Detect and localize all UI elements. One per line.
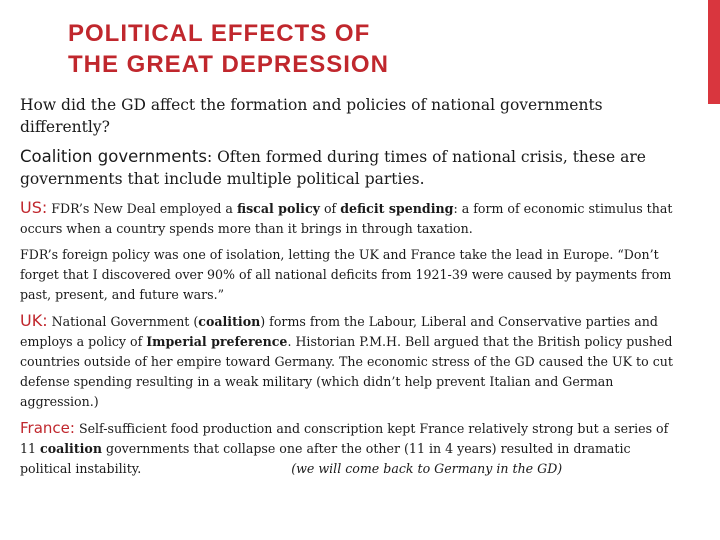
france-text-b: governments that collapse one after the other (11 in 4 years) resulted in dramatic political instability.	[20, 441, 631, 476]
us-foreign-policy: FDR’s foreign policy was one of isolation, letting the UK and France take the lead in Europe. “Don’t forget that I discovered over 90% of all national deficits from 1921-39 were caused by payments from past, present, and future wars.”	[20, 247, 672, 302]
us-text-c: : a form of economic stimulus that occurs when a country spends more than it brings in through taxation.	[20, 201, 673, 236]
uk-text-a: National Government (	[51, 314, 199, 329]
uk-imperial-preference: Imperial preference	[146, 334, 288, 349]
france-label: France:	[20, 419, 75, 437]
germany-note: (we will come back to Germany in the GD)	[291, 461, 563, 476]
us-deficit-spending: deficit spending	[340, 201, 454, 216]
title-line-1: POLITICAL EFFECTS OF	[68, 20, 371, 47]
france-section	[20, 418, 680, 479]
uk-text-b: ) forms from the Labour, Liberal and Conservative parties and employs a policy of	[20, 314, 658, 349]
uk-text-c: . Historian P.M.H. Bell argued that the British policy pushed countries outside of her empire toward Germany. The economic stress of the GD caused the UK to cut defense spending resulting in a weak military (which didn’t help prevent Italian and German aggression.)	[20, 334, 673, 409]
coalition-definition	[20, 146, 680, 190]
coalition-term: Coalition governments	[20, 147, 207, 166]
coalition-text: : Often formed during times of national crisis, these are governments that include multiple political parties.	[20, 148, 646, 188]
slide-body	[20, 94, 680, 485]
guiding-question: How did the GD affect the formation and policies of national governments differently?	[20, 96, 603, 136]
us-section	[20, 198, 680, 239]
accent-bar	[708, 0, 720, 104]
uk-label: UK:	[20, 311, 48, 330]
us-fiscal-policy: fiscal policy	[236, 201, 320, 216]
us-text-b: of	[319, 201, 341, 216]
us-label: US:	[20, 198, 48, 217]
france-text-a: Self-sufficient food production and conscription kept France relatively strong but a series of 11	[20, 421, 669, 456]
france-coalition: coalition	[40, 441, 102, 456]
uk-section	[20, 311, 680, 412]
slide-title	[68, 18, 389, 80]
us-text-a: FDR’s New Deal employed a	[51, 201, 237, 216]
title-line-2: THE GREAT DEPRESSION	[68, 51, 389, 78]
uk-coalition: coalition	[198, 314, 261, 329]
